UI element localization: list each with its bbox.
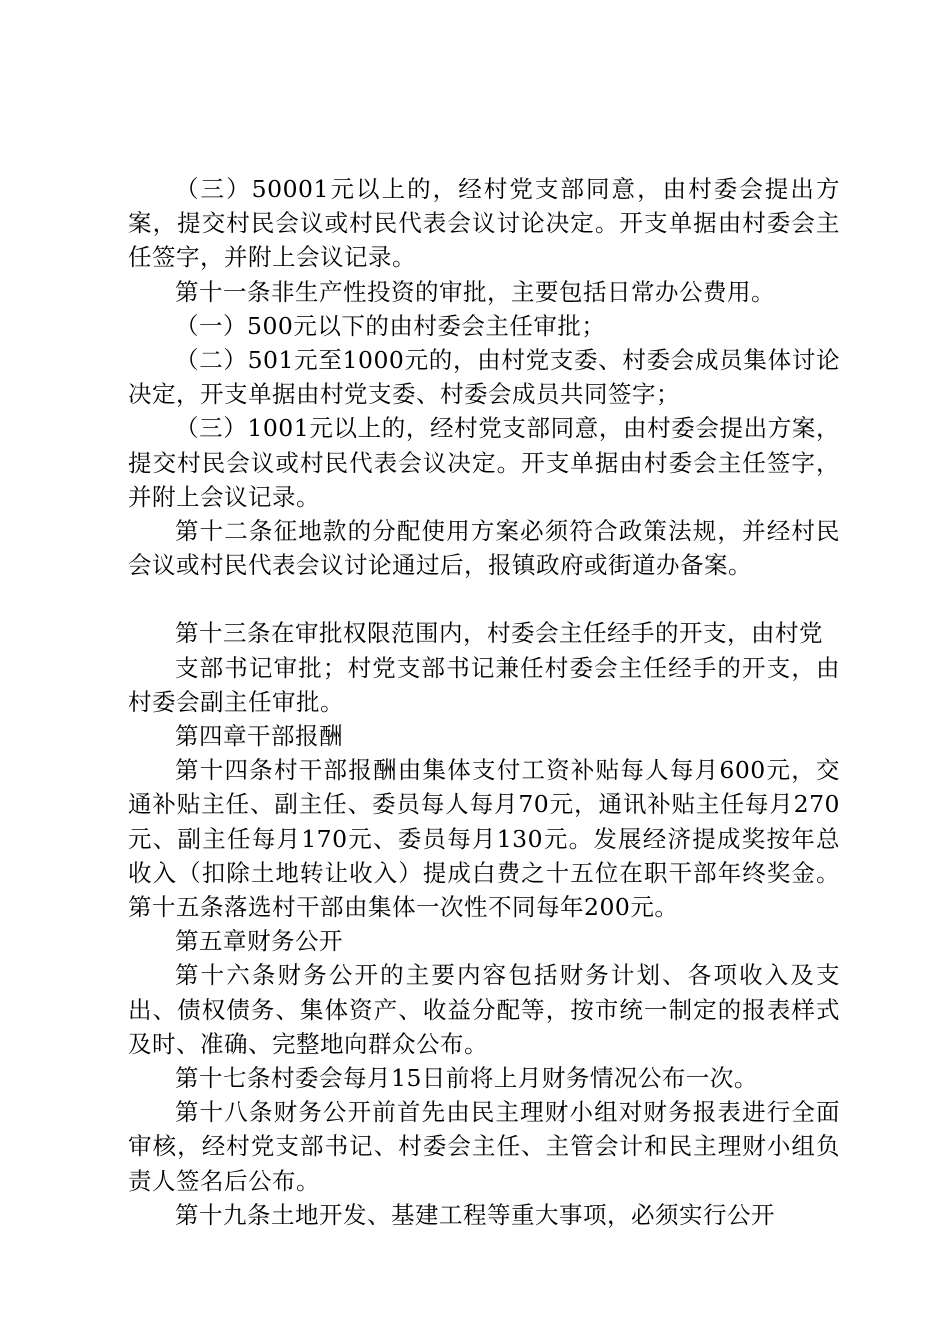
document-page	[128, 172, 840, 1232]
article-17: 第十七条村委会每月15日前将上月财务情况公布一次。	[175, 1064, 758, 1093]
article-19: 第十九条土地开发、基建工程等重大事项，必须实行公开	[175, 1200, 775, 1229]
article-12: 第十二条征地款的分配使用方案必须符合政策法规，并经村民会议或村民代表会议讨论通过后，报镇政府或街道办备案。	[128, 517, 840, 580]
chapter-5-heading: 第五章财务公开	[175, 927, 343, 956]
paragraph-item-2-501-1000: （二）501元至1000元的，由村党支委、村委会成员集体讨论决定，开支单据由村党支委、村委会成员共同签字；	[128, 346, 840, 409]
paragraph-item-3-1001: （三）1001元以上的，经村党支部同意，由村委会提出方案，提交村民会议或村民代表会议决定。开支单据由村委会主任签字，并附上会议记录。	[128, 414, 840, 511]
article-13-part-2: 支部书记审批；村党支部书记兼任村委会主任经手的开支，由村委会副主任审批。	[128, 653, 840, 716]
chapter-4-heading: 第四章干部报酬	[175, 722, 343, 751]
article-14: 第十四条村干部报酬由集体支付工资补贴每人每月600元，交通补贴主任、副主任、委员每人每月70元，通讯补贴主任每月270元、副主任每月170元、委员每月130元。发展经济提成奖按年总收入（扣除土地转让收入）提成白费之十五位在职干部年终奖金。第十五条落选村干部由集体一次性不同每年200元。	[128, 756, 840, 922]
paragraph-item-1-500: （一）500元以下的由村委会主任审批；	[175, 311, 606, 340]
article-13-part-1: 第十三条在审批权限范围内，村委会主任经手的开支，由村党	[175, 619, 823, 648]
paragraph-item-3-50001: （三）50001元以上的，经村党支部同意，由村委会提出方案，提交村民会议或村民代表会议讨论决定。开支单据由村委会主任签字，并附上会议记录。	[128, 175, 840, 272]
article-16: 第十六条财务公开的主要内容包括财务计划、各项收入及支出、债权债务、集体资产、收益分配等，按市统一制定的报表样式及时、准确、完整地向群众公布。	[128, 961, 840, 1058]
blank-line	[128, 582, 840, 616]
article-18: 第十八条财务公开前首先由民主理财小组对财务报表进行全面审核，经村党支部书记、村委会主任、主管会计和民主理财小组负责人签名后公布。	[128, 1098, 840, 1195]
article-11: 第十一条非生产性投资的审批，主要包括日常办公费用。	[175, 277, 775, 306]
